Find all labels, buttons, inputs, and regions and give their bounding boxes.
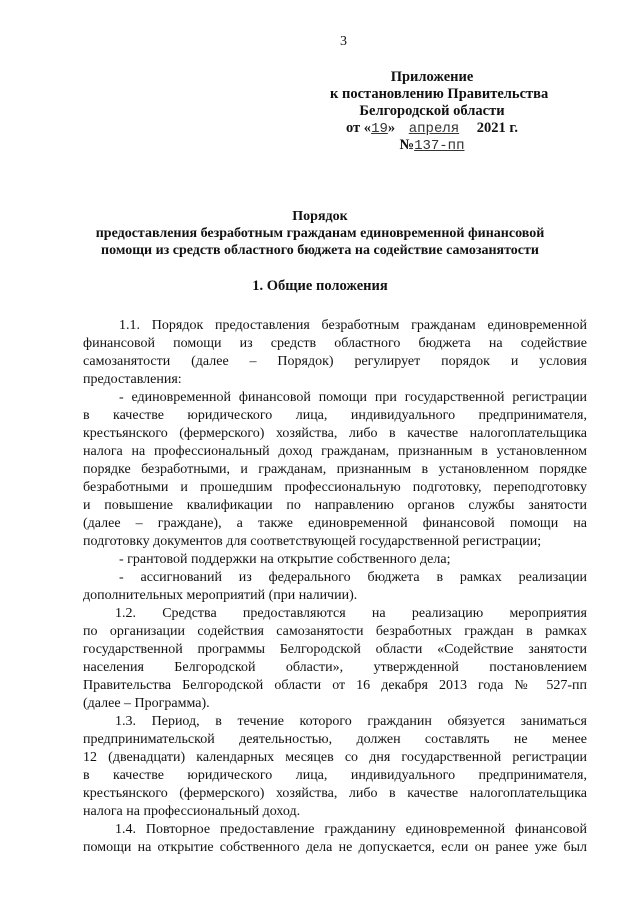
date-month: апреля	[408, 121, 460, 137]
page-number: 3	[340, 34, 347, 49]
body-line: крестьянского (фермерского) хозяйства, либо в качестве налогоплательщика	[83, 426, 587, 441]
appendix-label: Приложение	[390, 69, 474, 85]
body-line: и повышение квалификации по направлению органов службы занятости	[83, 498, 587, 513]
body-line: - грантовой поддержки на открытие собственного дела;	[119, 552, 451, 567]
date-day: 19	[371, 121, 388, 137]
body-line: крестьянского (фермерского) хозяйства, либо в качестве налогоплательщика	[83, 786, 587, 801]
decree-number: 137-пп	[414, 138, 465, 154]
body-line: 1.4. Повторное предоставление гражданину единовременной финансовой	[115, 822, 587, 837]
body-line: государственной программы Белгородской области «Содействие занятости	[83, 642, 587, 657]
body-line: предпринимательской деятельностью, должен составлять не менее	[83, 732, 587, 747]
body-line: - единовременной финансовой помощи при государственной регистрации	[119, 390, 587, 405]
document-title: Порядок	[292, 209, 348, 224]
document-subtitle-2: помощи из средств областного бюджета на содействие самозанятости	[101, 243, 539, 258]
document-subtitle-1: предоставления безработным гражданам единовременной финансовой	[95, 226, 545, 241]
body-line: порядке безработными, и гражданам, признанным в установленном порядке	[83, 462, 587, 477]
body-line: по организации содействия самозанятости безработных граждан в рамках	[83, 624, 587, 639]
section-heading: 1. Общие положения	[252, 278, 388, 294]
appendix-decree: к постановлению Правительства	[330, 86, 549, 102]
body-line: 1.2. Средства предоставляются на реализацию мероприятия	[115, 606, 587, 621]
body-line: подготовку документов для соответствующей государственной регистрации;	[83, 534, 542, 549]
body-line: в качестве юридического лица, индивидуального предпринимателя,	[83, 768, 587, 783]
body-line: в качестве юридического лица, индивидуального предпринимателя,	[83, 408, 587, 423]
body-line: дополнительных мероприятий (при наличии).	[83, 588, 358, 603]
appendix-date: от «19» апреля 2021 г.	[346, 120, 518, 137]
body-line: (далее – Программа).	[83, 696, 210, 711]
body-line: помощи на открытие собственного дела не допускается, если он ранее уже был	[83, 840, 587, 855]
body-line: налога на профессиональный доход гражданам, признанным в установленном	[83, 444, 587, 459]
body-line: 1.3. Период, в течение которого гражданин обязуется заниматься	[115, 714, 587, 729]
body-line: безработными и прошедшим профессиональную подготовку, переподготовку	[83, 480, 587, 495]
body-line: (далее – граждане), а также единовременной финансовой помощи на	[83, 516, 587, 531]
body-line: - ассигнований из федерального бюджета в рамках реализации	[119, 570, 587, 585]
body-line: финансовой помощи из средств областного бюджета на содействие	[83, 336, 587, 351]
body-line: 1.1. Порядок предоставления безработным гражданам единовременной	[119, 318, 587, 333]
body-line: Правительства Белгородской области от 16 декабря 2013 года № 527-пп	[83, 678, 587, 693]
appendix-number: №137-пп	[399, 137, 465, 154]
body-line: самозанятости (далее – Порядок) регулирует порядок и условия	[83, 354, 587, 369]
body-line: 12 (двенадцати) календарных месяцев со дня государственной регистрации	[83, 750, 587, 765]
body-line: населения Белгородской области», утвержденной постановлением	[83, 660, 587, 675]
appendix-region: Белгородской области	[359, 103, 505, 119]
body-line: предоставления:	[83, 372, 182, 387]
body-line: налога на профессиональный доход.	[83, 804, 301, 819]
